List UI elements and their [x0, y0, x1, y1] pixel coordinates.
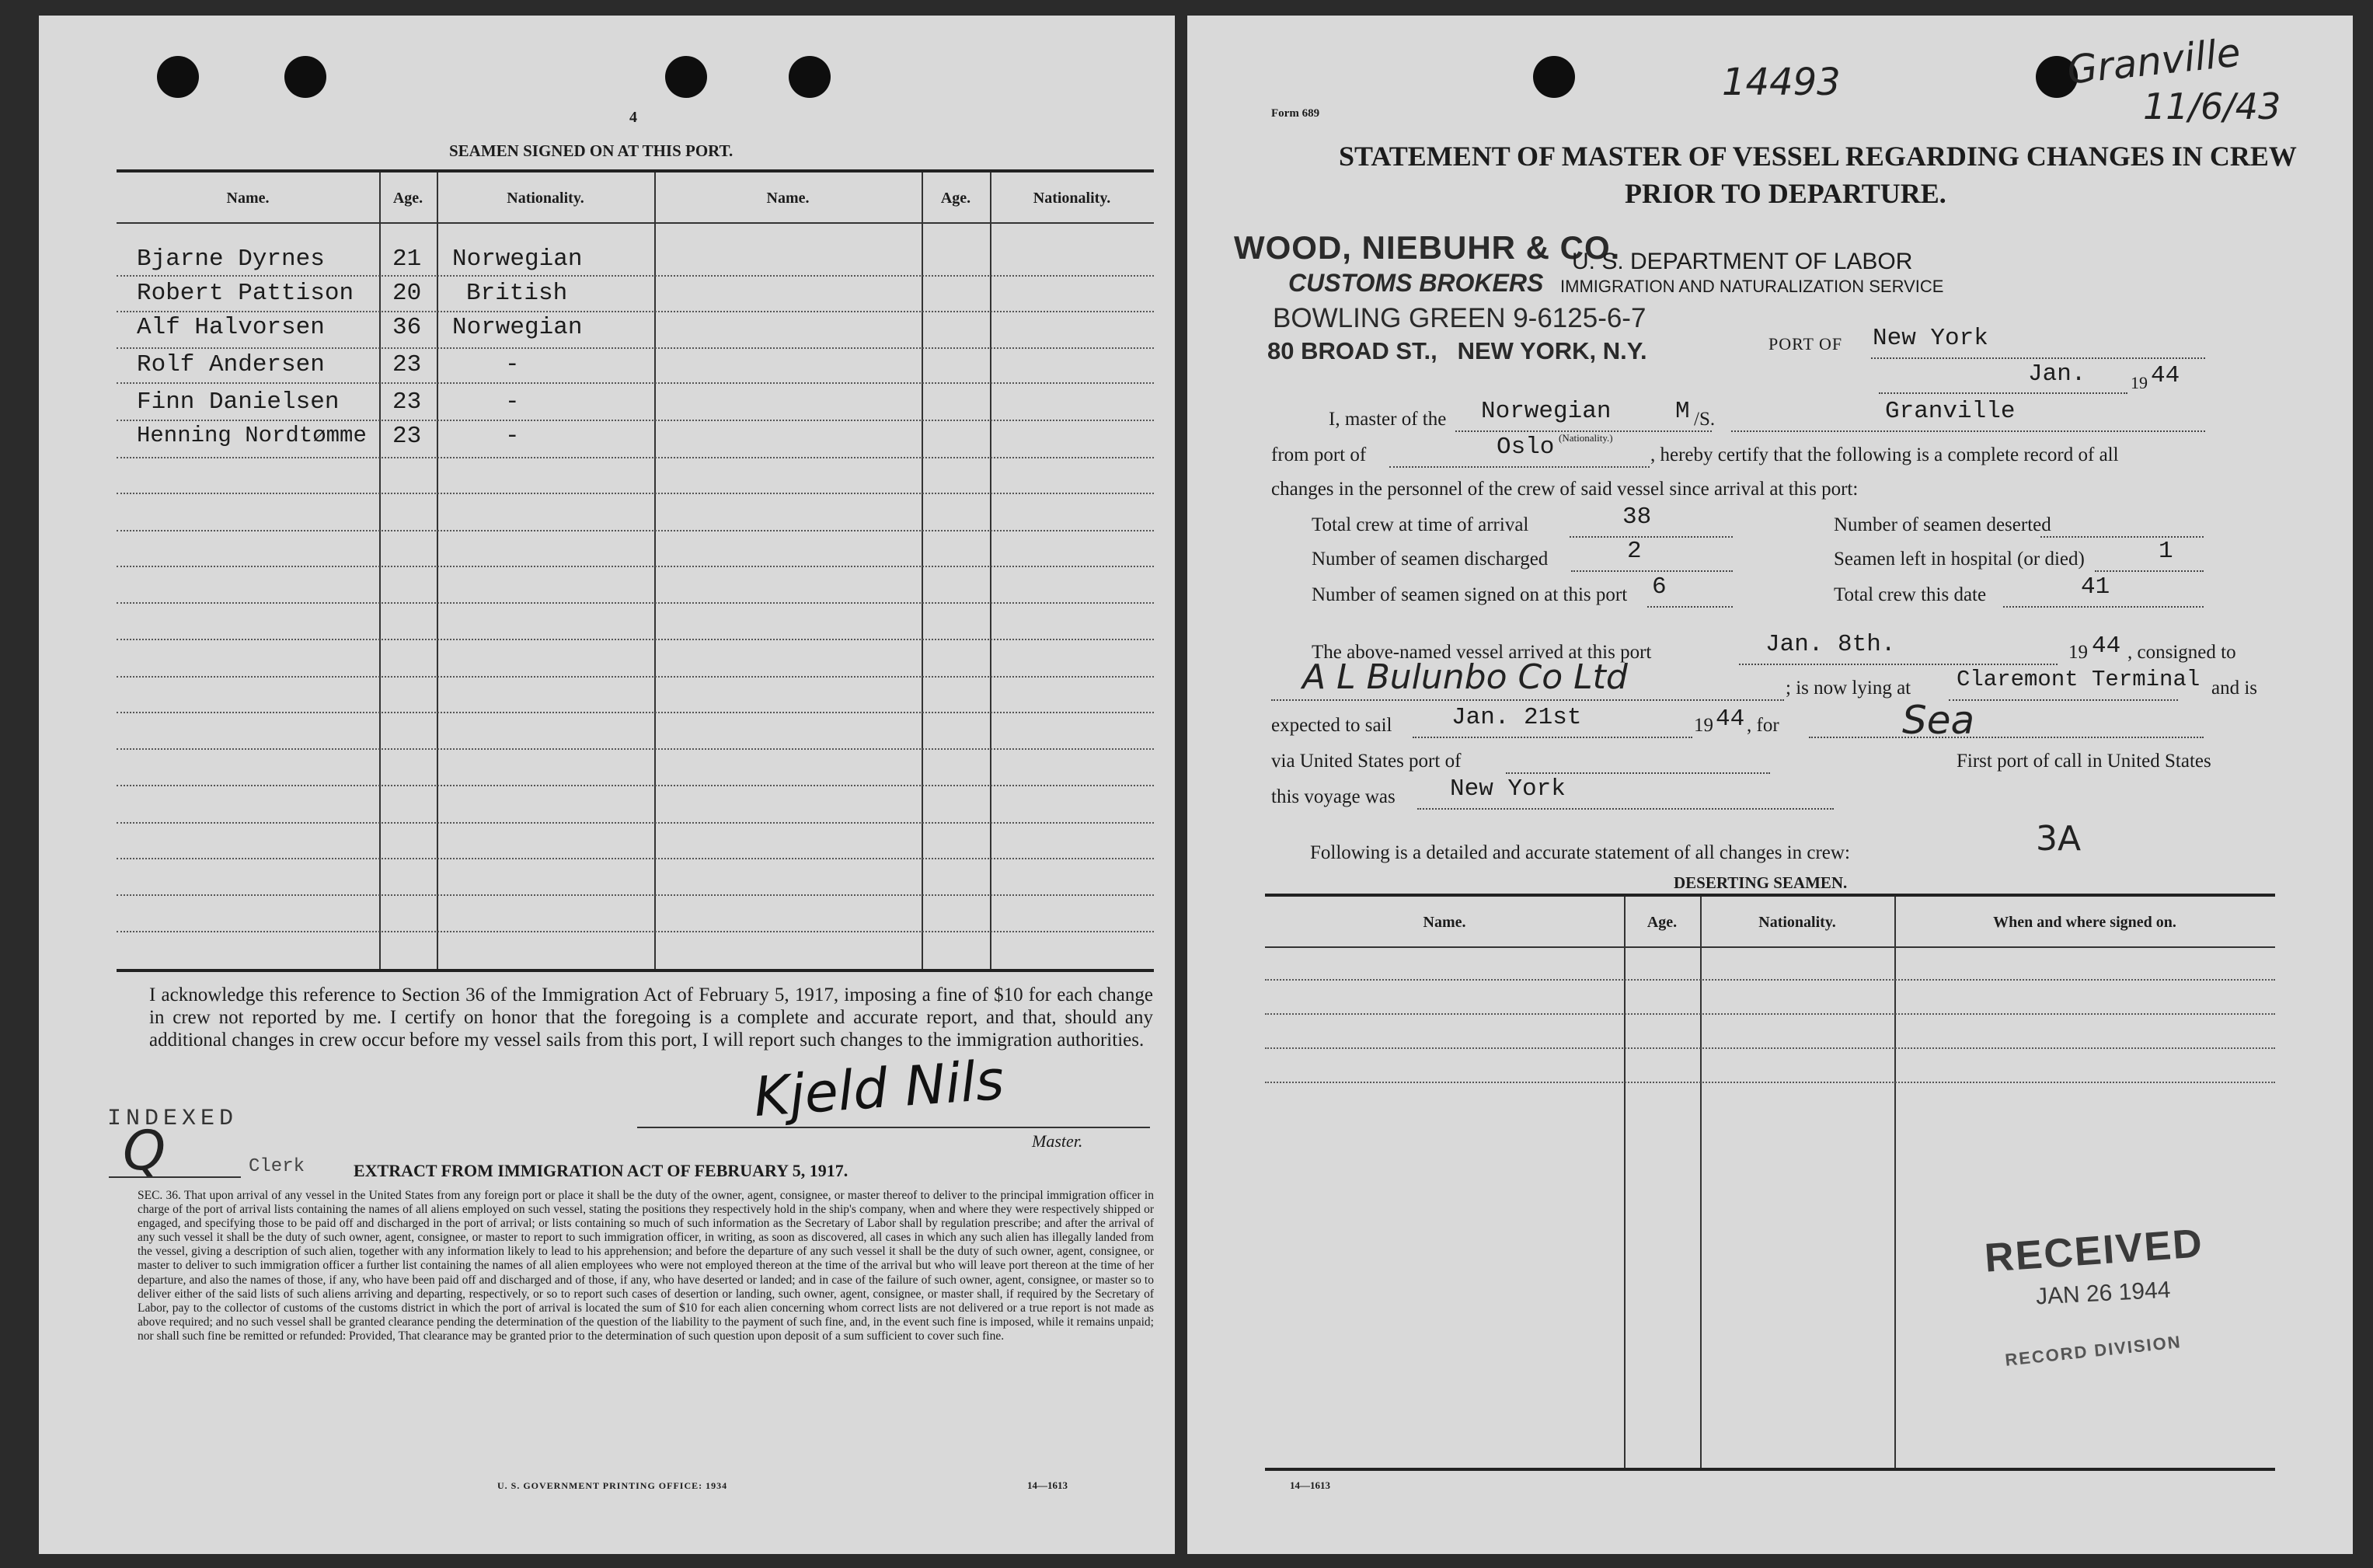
column-header-name: Name.	[226, 190, 270, 207]
year-value: 44	[2151, 362, 2180, 389]
nationality-caption: (Nationality.)	[1559, 432, 1613, 444]
seamen-signed-on-table	[117, 169, 1154, 972]
form-number: Form 689	[1271, 107, 1320, 120]
for-label: , for	[1747, 715, 1779, 736]
total-crew-date-value: 41	[2081, 573, 2110, 601]
seaman-age: 23	[392, 351, 422, 378]
form-code: 14—1613	[1290, 1479, 1330, 1491]
column-header-age: Age.	[1646, 914, 1678, 931]
printing-office: U. S. GOVERNMENT PRINTING OFFICE: 1934	[497, 1480, 728, 1491]
seamen-hospital-value: 1	[2159, 538, 2173, 565]
received-stamp: RECEIVED	[1983, 1221, 2205, 1281]
seamen-deserted-label: Number of seamen deserted	[1834, 514, 2051, 535]
clerk-initial-mark: Q	[123, 1119, 166, 1183]
extract-title: EXTRACT FROM IMMIGRATION ACT OF FEBRUARY 5, 1917.	[354, 1161, 848, 1180]
page-number: 4	[629, 109, 637, 126]
received-date: JAN 26 1944	[2035, 1277, 2172, 1310]
master-label: Master.	[1032, 1131, 1083, 1151]
for-value: Sea	[1902, 698, 1975, 743]
seaman-nationality: British	[466, 280, 568, 307]
port-label: PORT OF	[1768, 334, 1843, 354]
seamen-discharged-value: 2	[1627, 538, 1642, 565]
seaman-name: Alf Halvorsen	[137, 314, 325, 341]
via-port-label: via United States port of	[1271, 751, 1462, 772]
indexed-stamp: INDEXED	[107, 1106, 239, 1132]
handwritten-code: 3A	[2036, 819, 2082, 859]
vessel-name: Granville	[1885, 398, 2016, 425]
total-crew-date-label: Total crew this date	[1834, 584, 1987, 605]
handwritten-date: 11/6/43	[2143, 85, 2281, 127]
voyage-value: New York	[1450, 775, 1566, 803]
sail-year-prefix: 19	[1694, 715, 1713, 736]
seaman-nationality: Norwegian	[452, 314, 583, 341]
broker-stamp-name: WOOD, NIEBUHR & CO.	[1234, 229, 1621, 266]
month-value: Jan.	[2028, 361, 2086, 388]
seamen-signed-on-label: Number of seamen signed on at this port	[1312, 584, 1628, 605]
seaman-age: 36	[392, 314, 422, 341]
broker-stamp-address: 80 BROAD ST., NEW YORK, N.Y.	[1267, 337, 1647, 364]
first-port-label: First port of call in United States	[1957, 751, 2211, 772]
clerk-label: Clerk	[249, 1156, 305, 1177]
from-port-value: Oslo	[1497, 434, 1555, 461]
seaman-nationality: -	[505, 389, 520, 416]
seaman-age: 23	[392, 423, 422, 450]
seamen-signed-on-value: 6	[1652, 573, 1667, 601]
voyage-label: this voyage was	[1271, 786, 1396, 807]
from-port-label: from port of	[1271, 444, 1367, 465]
sail-label: expected to sail	[1271, 715, 1392, 736]
year-prefix: 19	[2131, 373, 2148, 392]
total-crew-arrival-value: 38	[1622, 504, 1652, 531]
nationality-value: Norwegian	[1481, 398, 1612, 425]
vessel-type-s: /S.	[1694, 409, 1716, 430]
form-title-line-1: STATEMENT OF MASTER OF VESSEL REGARDING CHANGES IN CREW	[1339, 141, 2297, 172]
column-header-name: Name.	[1423, 914, 1466, 931]
column-header-nationality: Nationality.	[507, 190, 584, 207]
broker-stamp-phone: BOWLING GREEN 9-6125-6-7	[1273, 303, 1646, 333]
section-36-text: SEC. 36. That upon arrival of any vessel in the United States from any foreign port or place it shall be the duty of the owner, agent, consignee, or master thereof to deliver to the principal immigration officer in charge of the port of arrival lists containing the names of all aliens employed on such vessel, stating the positions they respectively hold in the ship's company, when and where they were respectively shipped or engaged, and specifying those to be paid off and discharged in the port of arrival; or lists containing so much of such information as the Secretary of Labor shall by regulation prescribe; and after the arrival of any such vessel it shall be the duty of such owner, agent, consignee, or master to report to such immigration officer, in writing, as soon as discovered, all cases in which any such alien has illegally landed from the vessel, giving a description of such alien, together with any information likely to lead to his apprehension; and before the departure of any such vessel it shall be the duty of such owner, agent, consignee, or master to deliver to such immigration officer a further list containing the names of all alien employees who were not employed thereon at the time of the arrival but who will leave port thereon at the time of her departure, and also the names of those, if any, who have been paid off and discharged and of those, if any, who have deserted or landed; and in case of the failure of such owner, agent, consignee, or master so to deliver either of the said lists of such aliens arriving and departing, respectively, or so to report such cases of desertion or landing, such owner, agent, consignee, or master shall, if required by the Secretary of Labor, pay to the collector of customs of the customs district in which the port of arrival is located the sum of $10 for each alien concerning whom correct lists are not delivered or a true report is not made as above required; and no such vessel shall be granted clearance pending the determination of the question of the liability to the payment of such fine, and, in the event such fine is imposed, while it remains unpaid; nor shall such fine be remitted or refunded: Provided, That clearance may be granted prior to the determination of such question upon deposit of a sum sufficient to cover such fine.	[138, 1189, 1154, 1343]
seaman-name: Rolf Andersen	[137, 351, 325, 378]
deserting-seamen-title: DESERTING SEAMEN.	[1674, 873, 1848, 892]
punch-hole	[1533, 56, 1575, 98]
right-page	[1187, 16, 2353, 1554]
lying-label: ; is now lying at	[1786, 678, 1911, 699]
total-crew-arrival-label: Total crew at time of arrival	[1312, 514, 1529, 535]
punch-hole	[157, 56, 199, 98]
deserting-seamen-table	[1265, 894, 2275, 1471]
seamen-discharged-label: Number of seamen discharged	[1312, 549, 1549, 570]
arrived-year: 44	[2092, 632, 2121, 660]
handwritten-file-number: 14493	[1722, 61, 1841, 104]
punch-hole	[665, 56, 707, 98]
seaman-nationality: Norwegian	[452, 246, 583, 273]
punch-hole	[284, 56, 326, 98]
column-header-nationality: Nationality.	[1758, 914, 1836, 931]
consigned-label: , consigned to	[2127, 642, 2236, 663]
seamen-hospital-label: Seamen left in hospital (or died)	[1834, 549, 2085, 570]
department-of-labor: U. S. DEPARTMENT OF LABOR	[1572, 249, 1913, 274]
column-header-when-where: When and where signed on.	[1993, 914, 2176, 931]
arrived-value: Jan. 8th.	[1765, 631, 1896, 658]
clerk-rule	[109, 1176, 241, 1178]
record-division-stamp: RECORD DIVISION	[2004, 1332, 2183, 1370]
form-title-line-2: PRIOR TO DEPARTURE.	[1625, 178, 1946, 209]
left-page	[39, 16, 1175, 1554]
master-signature-line	[637, 1127, 1150, 1128]
changes-text: changes in the personnel of the crew of said vessel since arrival at this port:	[1271, 479, 1859, 500]
seaman-age: 23	[392, 389, 422, 416]
seaman-name: Robert Pattison	[137, 280, 354, 307]
column-header-age: Age.	[392, 190, 423, 207]
seaman-name: Henning Nordtømme	[137, 423, 367, 448]
handwritten-vessel-name: Granville	[2065, 30, 2243, 93]
seaman-name: Finn Danielsen	[137, 389, 340, 416]
and-is-label: and is	[2211, 678, 2258, 699]
broker-stamp-subtitle: CUSTOMS BROKERS	[1288, 269, 1544, 297]
column-header-name-2: Name.	[766, 190, 810, 207]
seaman-age: 20	[392, 280, 422, 307]
consignee-value: A L Bulunbo Co Ltd	[1302, 657, 1628, 697]
master-of-label: I, master of the	[1329, 409, 1447, 430]
acknowledgement-paragraph: I acknowledge this reference to Section 36 of the Immigration Act of February 5, 1917, imposing a fine of $10 for each change in crew not reported by me. I certify on honor that the foregoing is a complete and accurate report, and that, should any additional changes in crew occur before my vessel sails from this port, I will report such changes to the immigration authorities.	[149, 984, 1153, 1051]
column-header-age-2: Age.	[940, 190, 971, 207]
arrived-year-prefix: 19	[2068, 642, 2088, 663]
sail-value: Jan. 21st	[1451, 704, 1582, 731]
seaman-nationality: -	[505, 351, 520, 378]
following-label: Following is a detailed and accurate statement of all changes in crew:	[1310, 842, 1850, 863]
seaman-name: Bjarne Dyrnes	[137, 246, 325, 273]
lying-value: Claremont Terminal	[1957, 667, 2201, 692]
seaman-age: 21	[392, 246, 422, 273]
master-signature: Kjeld Nils	[751, 1047, 1006, 1130]
form-code: 14—1613	[1027, 1479, 1068, 1491]
seaman-nationality: -	[505, 423, 520, 450]
column-header-nationality-2: Nationality.	[1033, 190, 1111, 207]
sail-year: 44	[1716, 706, 1745, 733]
punch-hole	[789, 56, 831, 98]
vessel-type-m: M	[1675, 398, 1690, 425]
immigration-service: IMMIGRATION AND NATURALIZATION SERVICE	[1560, 277, 1944, 296]
certify-text: , hereby certify that the following is a complete record of all	[1650, 444, 2119, 465]
seamen-table-title: SEAMEN SIGNED ON AT THIS PORT.	[449, 141, 734, 160]
port-value: New York	[1873, 325, 1988, 352]
arrived-label: The above-named vessel arrived at this port	[1312, 642, 1652, 663]
